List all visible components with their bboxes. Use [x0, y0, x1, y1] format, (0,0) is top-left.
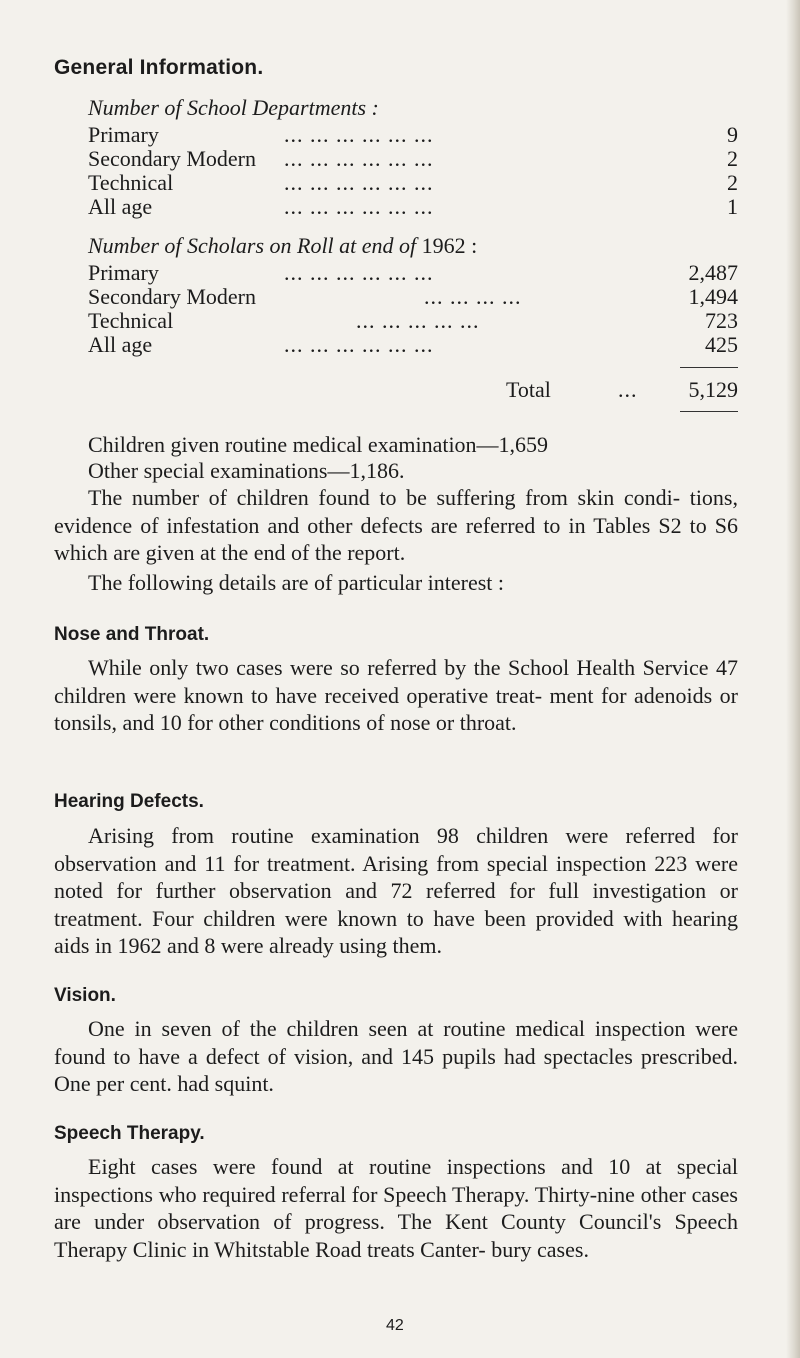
leader-dots: ... ... ... ... ... ... [284, 260, 434, 285]
intro-paragraph: The number of children found to be suffering from skin condi- tions, evidence of infestation and other defects are referred to in Tables S2 to S6 which are given at the end of the report. [54, 485, 738, 565]
section-heading-vision: Vision. [54, 985, 116, 1006]
page-edge-shadow [786, 0, 800, 1358]
section-text-nose-throat: While only two cases were so referred by the School Health Service 47 children were known to have received operative treat- ment for adenoids or tonsils, and 10 for other conditions of nose or throat. [54, 655, 738, 735]
section-text-vision: One in seven of the children seen at routine medical inspection were found to have a defect of vision, and 145 pupils had spectacles prescribed. One per cent. had squint. [54, 1016, 738, 1096]
total-label: Total [506, 377, 551, 402]
dept-value: 9 [727, 122, 738, 147]
subtotal-rule [680, 367, 738, 368]
scholars-heading-colon: : [471, 233, 478, 258]
leader-dots: ... [618, 377, 638, 402]
scholars-row-technical [88, 308, 738, 334]
scholars-value: 1,494 [688, 284, 738, 309]
scholars-heading [88, 233, 477, 259]
dept-row-all-age [88, 194, 738, 220]
section-text-hearing: Arising from routine examination 98 children were referred for observation and 11 for treatment. Arising from special inspection 223 were noted for further observation and 72 referred for full investigation or treatment. Four children were known to have been provided with hearing aids in 1962 and 8 were already using them. [54, 823, 738, 958]
routine-exam-line: Children given routine medical examination—1,659 [88, 432, 549, 457]
scholars-label: Secondary Modern [88, 284, 257, 309]
leader-dots: ... ... ... ... ... ... [284, 146, 434, 171]
dept-row-technical [88, 170, 738, 196]
leader-dots: ... ... ... ... ... ... [284, 194, 434, 219]
scholars-row-primary [88, 260, 738, 286]
special-exam-line: Other special examinations—1,186. [88, 458, 405, 483]
scholars-total-row [88, 377, 738, 403]
total-rule [680, 411, 738, 412]
scholars-value: 2,487 [688, 260, 738, 285]
dept-row-primary [88, 122, 738, 148]
scholars-label: Technical [88, 308, 174, 333]
scholars-label: Primary [88, 260, 159, 285]
dept-value: 1 [727, 194, 738, 219]
scholars-value: 723 [705, 308, 738, 333]
leader-dots: ... ... ... ... [424, 284, 522, 309]
departments-heading: Number of School Departments : [88, 95, 379, 120]
dept-label: Secondary Modern [88, 146, 257, 171]
leader-dots: ... ... ... ... ... [356, 308, 480, 333]
dept-value: 2 [727, 170, 738, 195]
interest-paragraph: The following details are of particular interest : [88, 570, 505, 595]
section-heading-hearing: Hearing Defects. [54, 791, 204, 812]
total-value: 5,129 [688, 377, 738, 402]
page-title: General Information. [54, 56, 264, 79]
section-heading-speech: Speech Therapy. [54, 1123, 205, 1144]
dept-label: Primary [88, 122, 159, 147]
section-text-speech: Eight cases were found at routine inspections and 10 at special inspections who required referral for Speech Therapy. Thirty-nine other cases are under observation of progress. The Kent County Council's Speech Therapy Clinic in Whitstable Road treats Canter- bury cases. [54, 1154, 738, 1262]
scholars-label: All age [88, 332, 153, 357]
leader-dots: ... ... ... ... ... ... [284, 122, 434, 147]
leader-dots: ... ... ... ... ... ... [284, 332, 434, 357]
scholars-heading-year: 1962 [421, 233, 466, 258]
dept-label: Technical [88, 170, 174, 195]
scholars-heading-text: Number of Scholars on Roll at end of [88, 233, 417, 258]
dept-value: 2 [727, 146, 738, 171]
scholars-row-all-age [88, 332, 738, 358]
leader-dots: ... ... ... ... ... ... [284, 170, 434, 195]
dept-label: All age [88, 194, 153, 219]
scholars-value: 425 [705, 332, 738, 357]
section-heading-nose-throat: Nose and Throat. [54, 624, 210, 645]
dept-row-secondary-modern [88, 146, 738, 172]
page-number: 42 [386, 1317, 404, 1334]
scholars-row-secondary-modern [88, 284, 738, 310]
